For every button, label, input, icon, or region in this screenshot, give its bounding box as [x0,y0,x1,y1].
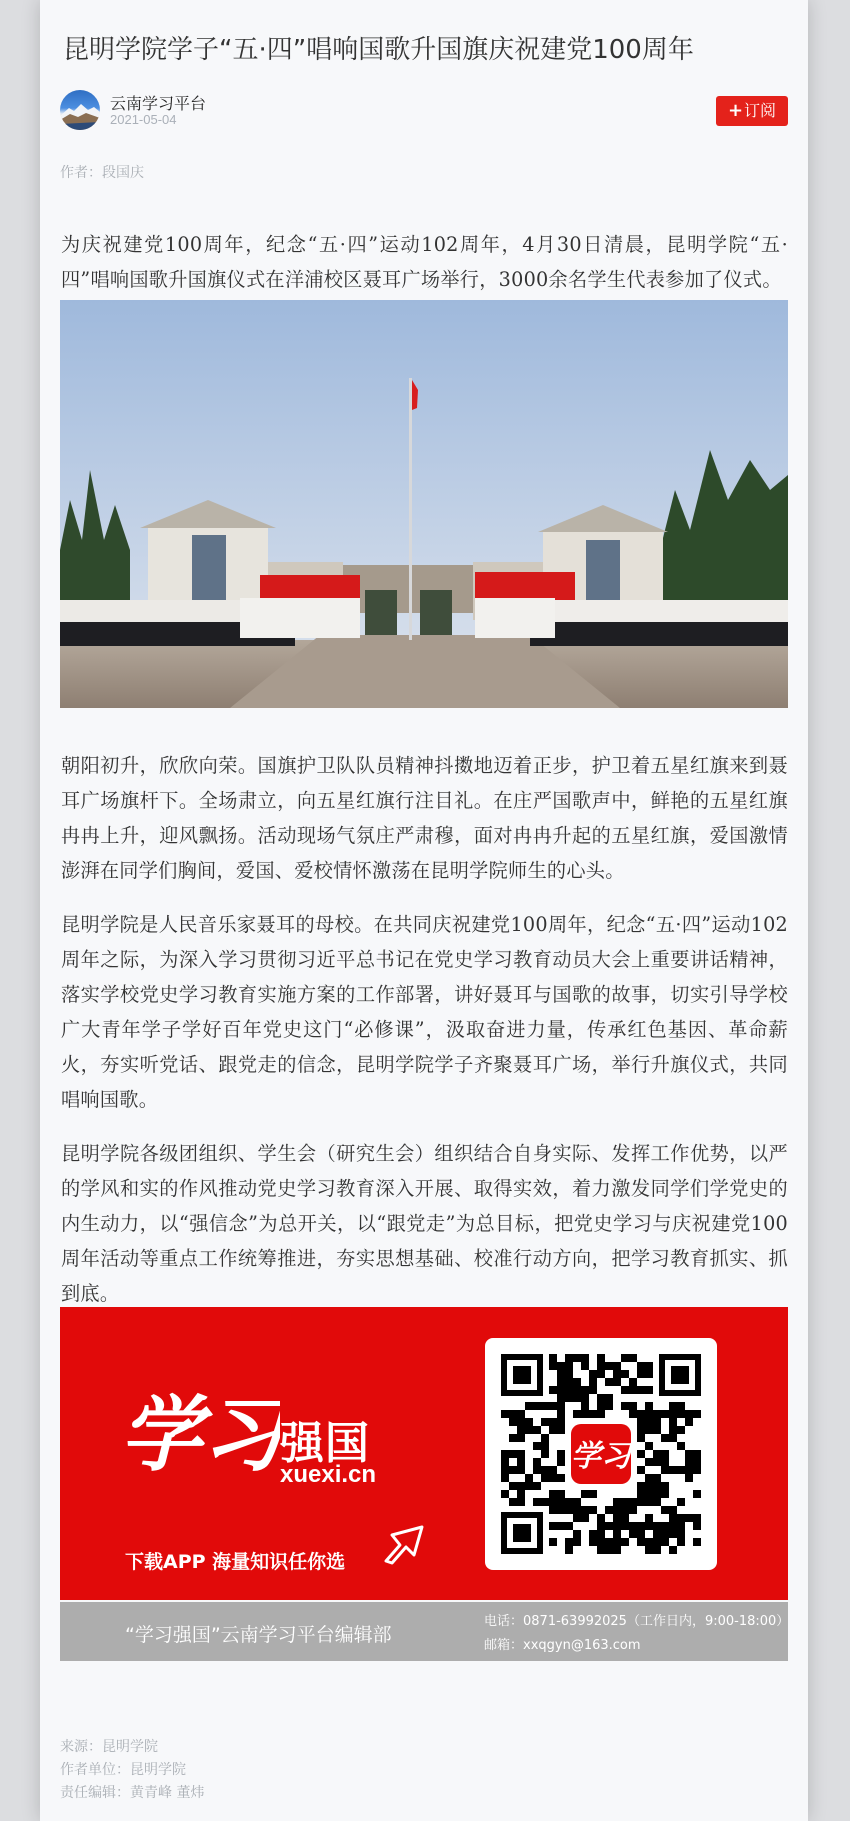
qr-module [653,1426,661,1434]
paragraph-3: 昆明学院是人民音乐家聂耳的母校。在共同庆祝建党100周年，纪念“五·四”运动102周年之际，为深入学习贯彻习近平总书记在党史学习教育动员大会上重要讲话精神，落实学校党史学习教育实施方案的工作部署，讲好聂耳与国歌的故事，切实引导学校广大青年学子学好百年党史这门“必修课”，汲取奋进力量，传承红色基因、革命薪火，夯实听党话、跟党走的信念，昆明学院学子齐聚聂耳广场，举行升旗仪式，共同唱响国歌。 [61,913,788,1112]
qr-module [541,1474,549,1482]
qr-module [637,1482,645,1490]
qr-module [573,1378,581,1386]
source-line: 来源：昆明学院 [60,1739,158,1755]
qr-module [645,1522,653,1530]
qr-module [669,1506,677,1514]
qr-module [637,1466,645,1474]
qr-module [653,1538,661,1546]
qr-module [605,1402,613,1410]
qr-module [573,1410,581,1418]
qr-module [693,1538,701,1546]
qr-module [653,1522,661,1530]
editorial-office: “学习强国”云南学习平台编辑部 [125,1624,392,1646]
qr-module [573,1498,581,1506]
qr-module [501,1450,509,1458]
qr-module [693,1466,701,1474]
qr-module [589,1378,597,1386]
qr-module [605,1378,613,1386]
qr-module [629,1522,637,1530]
qr-module [661,1522,669,1530]
qr-module [645,1418,653,1426]
qr-module [581,1362,589,1370]
xuexi-promo-banner[interactable] [60,1307,788,1600]
paragraph-1: 为庆祝建党100周年，纪念“五·四”运动102周年，4月30日清晨，昆明学院“五·四”唱响国歌升国旗仪式在洋浦校区聂耳广场举行，3000余名学生代表参加了仪式。 [61,233,788,292]
qr-module [621,1354,629,1362]
qr-module [685,1418,693,1426]
qr-module [557,1362,565,1370]
qr-module [533,1482,541,1490]
qr-module [517,1418,525,1426]
qr-module [533,1442,541,1450]
qr-module [557,1402,565,1410]
article-page [40,0,808,1821]
author-byline: 作者：段国庆 [60,165,144,181]
publish-date: 2021-05-04 [110,112,177,127]
qr-module [677,1466,685,1474]
qr-module [629,1386,637,1394]
qr-module [597,1530,605,1538]
qr-module [501,1410,509,1418]
qr-module [509,1498,517,1506]
qr-module [637,1418,645,1426]
qr-module [677,1426,685,1434]
publisher-name[interactable]: 云南学习平台 [110,94,207,113]
qr-module [677,1402,685,1410]
qr-module [645,1498,653,1506]
qr-module [549,1466,557,1474]
qr-module [677,1498,685,1506]
qr-module [533,1498,541,1506]
qr-module [525,1482,533,1490]
qr-module [565,1370,573,1378]
qr-module [541,1402,549,1410]
qr-module [637,1426,645,1434]
qr-module [509,1482,517,1490]
qr-module [645,1482,653,1490]
qr-module [685,1514,693,1522]
qr-module [565,1498,573,1506]
qr-module [629,1402,637,1410]
qr-module [677,1442,685,1450]
qr-module [621,1386,629,1394]
qr-module [661,1482,669,1490]
qr-module [517,1490,525,1498]
qr-module [653,1490,661,1498]
article-title: 昆明学院学子“五·四”唱响国歌升国旗庆祝建党100周年 [63,35,694,66]
qr-module [541,1466,549,1474]
qr-module [613,1362,621,1370]
qr-module [549,1490,557,1498]
qr-module [589,1506,597,1514]
qr-module [517,1434,525,1442]
qr-module [637,1370,645,1378]
qr-code [485,1338,717,1570]
qr-module [685,1450,693,1458]
qr-module [621,1522,629,1530]
qr-module [557,1418,565,1426]
qr-module [589,1386,597,1394]
qr-module [557,1410,565,1418]
qr-module [669,1410,677,1418]
qr-module [501,1490,509,1498]
qr-module [645,1458,653,1466]
qr-module [549,1522,557,1530]
qr-module [613,1530,621,1538]
qr-module [605,1522,613,1530]
article-footer-meta [60,1736,204,1805]
editor-line: 责任编辑：黄青峰 董炜 [60,1785,205,1801]
qr-module [581,1394,589,1402]
qr-module [661,1458,669,1466]
qr-module [613,1506,621,1514]
qr-module [653,1498,661,1506]
qr-module [637,1434,645,1442]
qr-module [517,1458,525,1466]
qr-module [645,1474,653,1482]
qr-module [573,1354,581,1362]
qr-module [693,1458,701,1466]
qr-module [581,1354,589,1362]
qr-module [549,1538,557,1546]
qr-module [573,1538,581,1546]
qr-module [661,1410,669,1418]
qr-module [637,1450,645,1458]
qr-module [637,1490,645,1498]
qr-module [581,1506,589,1514]
qr-module [549,1426,557,1434]
contact-email: 邮箱：xxqgyn@163.com [484,1638,641,1653]
qr-module [653,1530,661,1538]
qr-module [621,1370,629,1378]
qr-module [581,1386,589,1394]
qr-module [557,1522,565,1530]
qr-center-logo: 学习 [571,1439,631,1474]
qr-module [517,1426,525,1434]
qr-module [557,1426,565,1434]
qr-module [637,1386,645,1394]
qr-module [557,1378,565,1386]
qr-module [645,1386,653,1394]
qr-module [669,1546,677,1554]
qr-module [669,1466,677,1474]
qr-module [557,1458,565,1466]
qr-module [573,1514,581,1522]
qr-module [669,1418,677,1426]
qr-module [581,1402,589,1410]
qr-module [629,1530,637,1538]
qr-module [621,1402,629,1410]
qr-module [501,1474,509,1482]
qr-module [621,1514,629,1522]
qr-module [549,1386,557,1394]
qr-module [565,1354,573,1362]
qr-module [653,1410,661,1418]
qr-module [653,1450,661,1458]
qr-module [605,1394,613,1402]
qr-module [565,1546,573,1554]
paragraph-4: 昆明学院各级团组织、学生会（研究生会）组织结合自身实际、发挥工作优势，以严的学风和实的作风推动党史学习教育深入开展、取得实效，着力激发同学们学党史的内生动力，以“强信念”为总开关，以“跟党走”为总目标，把党史学习与庆祝建党100周年活动等重点工作统筹推进，夯实思想基础、校准行动方向，把学习教育抓实、抓到底。 [61,1142,788,1306]
qr-module [645,1546,653,1554]
qr-module [661,1538,669,1546]
qr-module [669,1522,677,1530]
qr-module [597,1514,605,1522]
qr-module [629,1378,637,1386]
qr-module [549,1474,557,1482]
qr-module [653,1418,661,1426]
qr-module [693,1410,701,1418]
qr-module [685,1410,693,1418]
qiangguo-text: 强国 [280,1418,370,1469]
plus-icon: + [727,100,744,121]
qr-module [573,1394,581,1402]
qr-module [581,1410,589,1418]
subscribe-label: 订阅 [744,101,777,120]
qr-module [653,1458,661,1466]
xuexi-script-logo [120,1367,280,1491]
qr-module [645,1442,653,1450]
qr-module [637,1538,645,1546]
qr-module [597,1522,605,1530]
qr-module [533,1466,541,1474]
qr-module [557,1490,565,1498]
qr-module [597,1402,605,1410]
qr-module [669,1426,677,1434]
qr-module [549,1418,557,1426]
qr-module [501,1458,509,1466]
qr-module [541,1498,549,1506]
qr-module [613,1522,621,1530]
author-unit-line: 作者单位：昆明学院 [60,1762,186,1778]
qr-module [661,1530,669,1538]
qr-module [645,1410,653,1418]
qr-module [565,1378,573,1386]
qr-module [645,1370,653,1378]
qr-module [629,1506,637,1514]
qr-module [605,1506,613,1514]
qr-module [557,1394,565,1402]
flag-ceremony-photo [60,300,788,708]
qr-module [557,1450,565,1458]
qr-module [661,1506,669,1514]
qr-module [573,1530,581,1538]
qr-module [549,1506,557,1514]
qr-module [669,1514,677,1522]
qr-module [501,1466,509,1474]
qr-module [645,1514,653,1522]
qr-module [605,1362,613,1370]
qr-module [613,1370,621,1378]
qr-module [589,1538,597,1546]
qr-module [645,1402,653,1410]
qr-module [653,1482,661,1490]
qr-module [645,1426,653,1434]
qr-module [549,1498,557,1506]
qr-module [589,1530,597,1538]
qr-module [685,1458,693,1466]
qr-module [693,1514,701,1522]
qr-module [581,1490,589,1498]
qr-module [581,1514,589,1522]
qr-module [509,1410,517,1418]
qr-module [573,1506,581,1514]
qr-module [661,1466,669,1474]
qr-module [613,1514,621,1522]
qr-module [509,1418,517,1426]
qr-module [557,1386,565,1394]
qr-module [565,1386,573,1394]
qr-module [597,1546,605,1554]
qr-module [677,1522,685,1530]
qr-module [597,1410,605,1418]
qr-module [509,1466,517,1474]
qr-module [509,1434,517,1442]
subscribe-button[interactable] [716,96,788,126]
qr-module [525,1426,533,1434]
qr-module [541,1434,549,1442]
qr-module [677,1410,685,1418]
qr-module [565,1522,573,1530]
contact-phone: 电话：0871-63992025（工作日内，9:00-18:00） [484,1614,790,1629]
qr-module [525,1402,533,1410]
qr-module [645,1538,653,1546]
qr-module [589,1370,597,1378]
qr-module [533,1426,541,1434]
qr-module [693,1522,701,1530]
qr-module [637,1362,645,1370]
qr-module [653,1474,661,1482]
qr-module [541,1442,549,1450]
qr-module [669,1530,677,1538]
qr-module [517,1482,525,1490]
qr-module [597,1362,605,1370]
publisher-avatar[interactable] [60,90,100,130]
qr-module [605,1538,613,1546]
qr-module [597,1370,605,1378]
qr-module [565,1394,573,1402]
qr-module [549,1402,557,1410]
qr-module [645,1490,653,1498]
qr-module [533,1458,541,1466]
qr-module [621,1538,629,1546]
qr-module [693,1450,701,1458]
qr-module [541,1418,549,1426]
qr-module [541,1450,549,1458]
qr-module [597,1538,605,1546]
qr-module [549,1362,557,1370]
qr-module [613,1546,621,1554]
qr-module [565,1362,573,1370]
qr-module [605,1546,613,1554]
qr-module [621,1498,629,1506]
qr-module [669,1434,677,1442]
qr-module [613,1498,621,1506]
qr-module [565,1538,573,1546]
qr-module [629,1410,637,1418]
qr-module [557,1498,565,1506]
paragraph-2: 朝阳初升，欣欣向荣。国旗护卫队队员精神抖擞地迈着正步，护卫着五星红旗来到聂耳广场旗杆下。全场肃立，向五星红旗行注目礼。在庄严国歌声中，鲜艳的五星红旗冉冉上升，迎风飘扬。活动现场气氛庄严肃穆，面对冉冉升起的五星红旗，爱国激情澎湃在同学们胸间，爱国、爱校情怀激荡在昆明学院师生的心头。 [61,754,788,883]
qr-module [637,1522,645,1530]
cursor-arrow-icon [380,1521,428,1569]
qr-code-pattern [501,1354,701,1554]
qr-module [517,1466,525,1474]
author-bar [60,90,788,132]
qr-module [661,1450,669,1458]
qr-module [645,1362,653,1370]
qr-module [685,1474,693,1482]
qr-module [613,1378,621,1386]
qr-module [557,1370,565,1378]
qr-module [653,1546,661,1554]
qr-module [565,1506,573,1514]
qr-module [589,1490,597,1498]
qr-module [509,1450,517,1458]
qr-module [557,1474,565,1482]
qr-module [573,1386,581,1394]
qr-module [677,1530,685,1538]
qr-module [637,1410,645,1418]
qr-module [661,1490,669,1498]
qr-module [517,1498,525,1506]
qr-module [637,1498,645,1506]
qr-module [685,1466,693,1474]
qr-module [517,1410,525,1418]
qr-module [533,1402,541,1410]
qr-module [661,1434,669,1442]
qr-module [669,1402,677,1410]
qr-module [637,1530,645,1538]
qr-module [525,1474,533,1482]
qr-module [629,1354,637,1362]
qr-module [629,1498,637,1506]
qr-module [549,1354,557,1362]
qr-module [693,1490,701,1498]
qr-module [597,1354,605,1362]
qr-module [677,1514,685,1522]
qr-module [613,1538,621,1546]
download-app-text: 下载APP 海量知识任你选 [125,1551,346,1573]
qr-module [621,1506,629,1514]
qr-module [517,1450,525,1458]
qr-module [525,1418,533,1426]
xuexi-url: xuexi.cn [280,1461,377,1488]
qr-module [589,1410,597,1418]
xuexi-script-text: 学习 [120,1387,280,1483]
qr-module [557,1506,565,1514]
qr-module [677,1538,685,1546]
qr-module [597,1394,605,1402]
banner-footer [60,1602,788,1661]
